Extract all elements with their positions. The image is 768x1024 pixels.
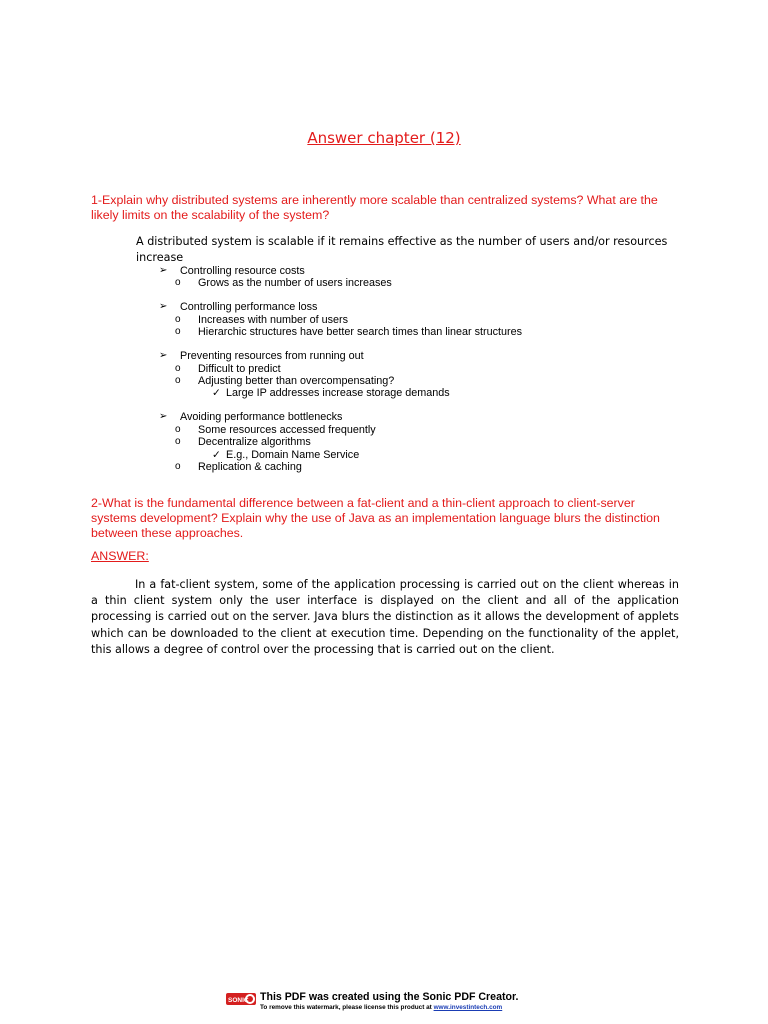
answer-paragraph: In a fat-client system, some of the application processing is carried out on the client whereas in a thin client system only the user interface is displayed on the client and all of the application processing is carried out on the server. Java blurs the distinction as it allows the development of applets which can be downloaded to the client at execution time. Depending on the functionality of the applet, this allows a degree of control over the processing that is carried out on the client. xyxy=(91,578,679,656)
sub-list-item-text: E.g., Domain Name Service xyxy=(226,449,360,461)
list-item-text: Some resources accessed frequently xyxy=(198,424,376,436)
checkmark-icon: ✓ xyxy=(212,449,221,461)
arrow-bullet-icon: ➢ xyxy=(159,265,168,276)
circle-bullet-icon: o xyxy=(175,277,181,288)
list-item-text: Difficult to predict xyxy=(198,363,281,375)
list-item-text: Replication & caching xyxy=(198,461,302,473)
circle-bullet-icon: o xyxy=(175,461,181,472)
watermark-product: Sonic PDF Creator xyxy=(422,991,516,1003)
watermark-suffix: . xyxy=(515,991,519,1003)
watermark-line xyxy=(260,991,518,1003)
bullet-label: Avoiding performance bottlenecks xyxy=(180,411,343,423)
watermark-link[interactable]: www.investintech.com xyxy=(433,1004,503,1011)
arrow-bullet-icon: ➢ xyxy=(159,350,168,361)
list-item-text: Decentralize algorithms xyxy=(198,436,311,448)
question-1: 1-Explain why distributed systems are inherently more scalable than centralized systems? What are the likely limits on the scalability of the system? xyxy=(91,193,658,222)
bullet-label: Preventing resources from running out xyxy=(180,350,364,362)
page-title: Answer chapter (12) xyxy=(307,129,461,147)
list-item-text: Adjusting better than overcompensating? xyxy=(198,375,395,387)
circle-bullet-icon: o xyxy=(175,314,181,325)
sonic-logo-icon xyxy=(226,991,256,1007)
watermark-subline xyxy=(260,1004,502,1011)
arrow-bullet-icon: ➢ xyxy=(159,301,168,312)
sub-list-item-text: Large IP addresses increase storage demands xyxy=(226,387,450,399)
logo-text: SONIC xyxy=(228,997,249,1004)
circle-bullet-icon: o xyxy=(175,363,181,374)
checkmark-icon: ✓ xyxy=(212,387,221,399)
list-item-text: Hierarchic structures have better search times than linear structures xyxy=(198,326,523,338)
circle-bullet-icon: o xyxy=(175,424,181,435)
arrow-bullet-icon: ➢ xyxy=(159,411,168,422)
question-2: 2-What is the fundamental difference between a fat-client and a thin-client approach to client-server systems development? Explain why the use of Java as an implementation language blurs the distinction between these approaches. xyxy=(91,496,660,540)
circle-bullet-icon: o xyxy=(175,436,181,447)
circle-bullet-icon: o xyxy=(175,375,181,386)
list-item-text: Grows as the number of users increases xyxy=(198,277,392,289)
watermark-prefix: This PDF was created using the xyxy=(260,991,423,1003)
circle-bullet-icon: o xyxy=(175,326,181,337)
list-item-text: Increases with number of users xyxy=(198,314,349,326)
question-1-intro: A distributed system is scalable if it remains effective as the number of users and/or resources increase xyxy=(136,235,668,264)
watermark-subtext: To remove this watermark, please license this product at xyxy=(260,1004,434,1011)
bullet-label: Controlling resource costs xyxy=(180,265,305,277)
answer-label: ANSWER: xyxy=(91,549,149,563)
bullet-label: Controlling performance loss xyxy=(180,301,318,313)
